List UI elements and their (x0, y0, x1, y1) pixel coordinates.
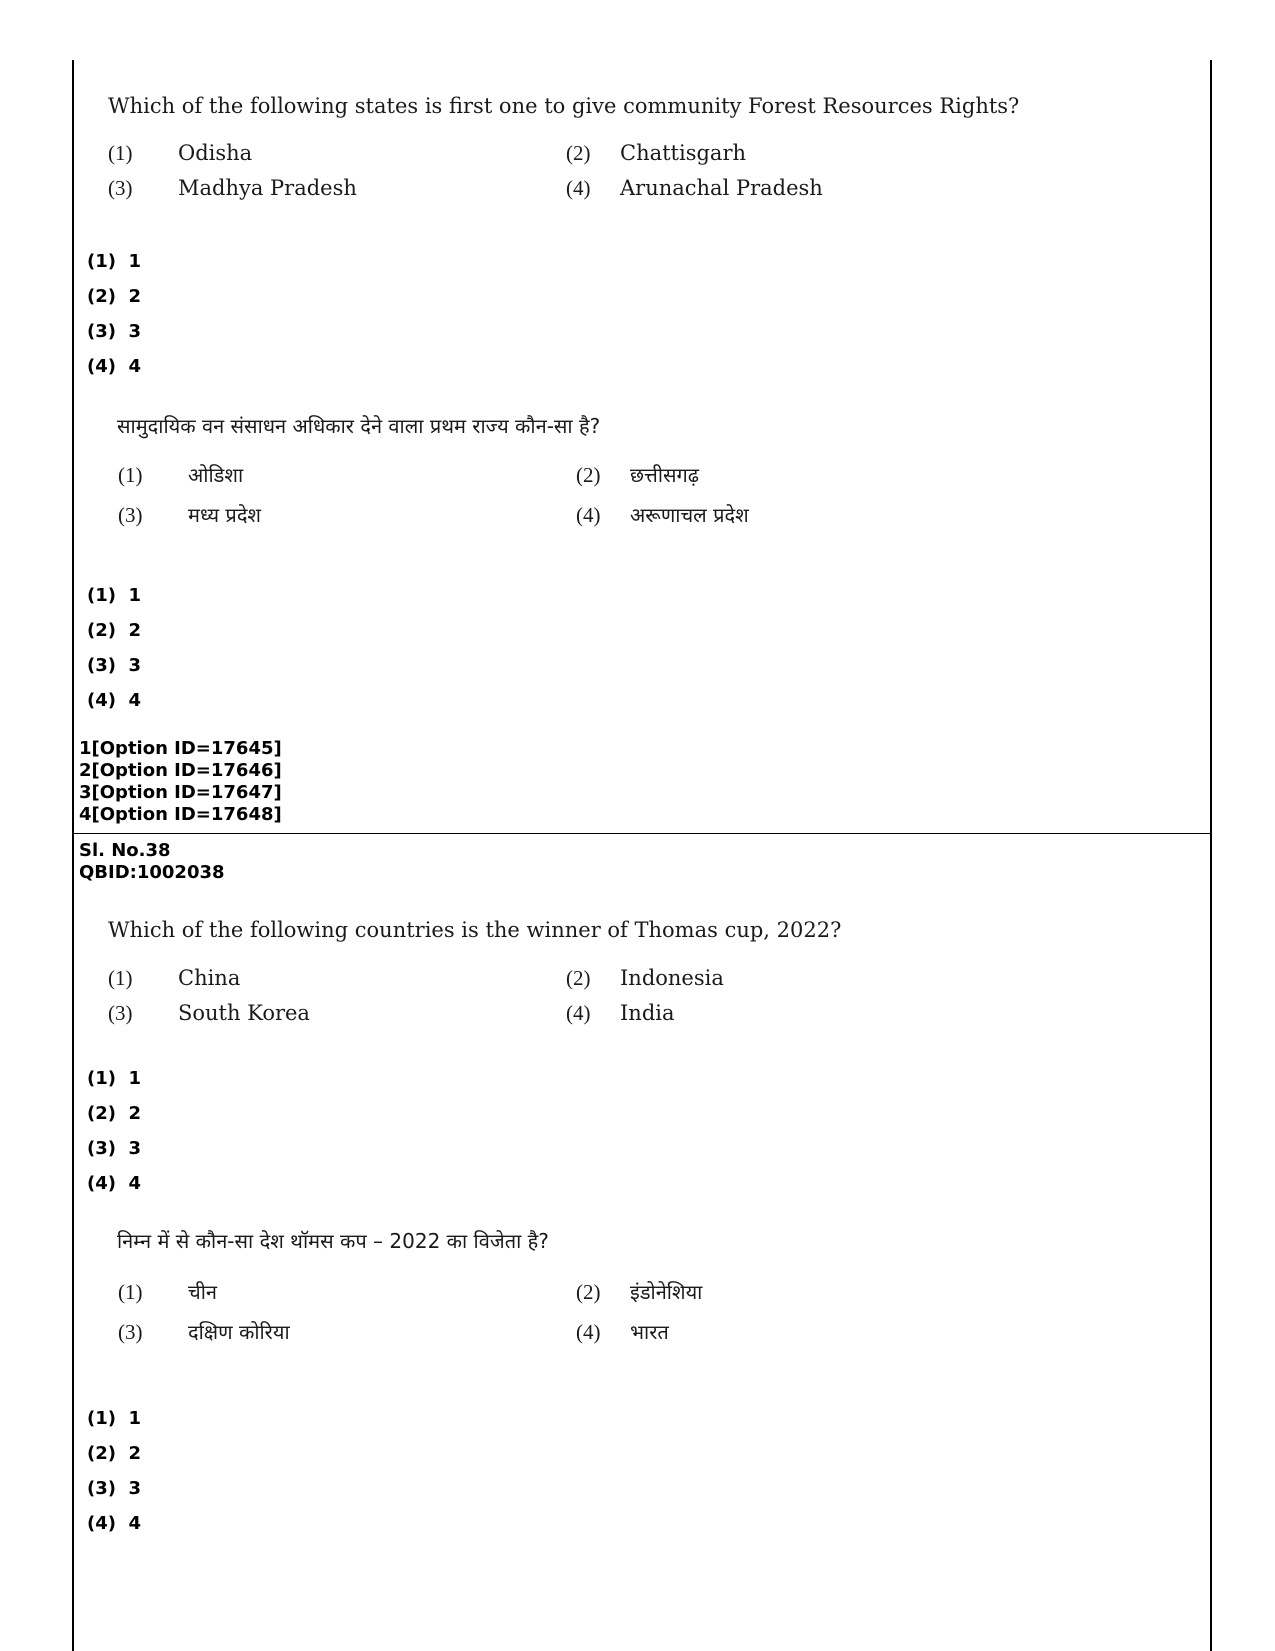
answer-choice[interactable]: (4) 4 (87, 690, 142, 711)
option-number: (1) (108, 141, 133, 165)
option-text: दक्षिण कोरिया (188, 1320, 290, 1344)
option-number: (4) (576, 503, 601, 527)
question-divider (73, 833, 1211, 834)
option-number: (4) (566, 1001, 591, 1025)
option-number: (1) (118, 1280, 143, 1304)
answer-choice[interactable]: (4) 4 (87, 356, 142, 377)
option-id: 1[Option ID=17645] (79, 738, 282, 759)
answer-choice[interactable]: (1) 1 (87, 1068, 142, 1089)
question-text-en: Which of the following countries is the winner of Thomas cup, 2022? (108, 918, 842, 942)
option-text: Madhya Pradesh (178, 176, 357, 200)
option-text: छत्तीसगढ़ (630, 463, 700, 487)
option-number: (2) (576, 463, 601, 487)
serial-number: Sl. No.38 (79, 840, 171, 861)
option-id: 3[Option ID=17647] (79, 782, 282, 803)
option-number: (4) (576, 1320, 601, 1344)
option-number: (3) (108, 176, 133, 200)
option-number: (2) (566, 966, 591, 990)
option-text: भारत (630, 1320, 669, 1344)
left-border (72, 60, 74, 1651)
option-number: (3) (118, 1320, 143, 1344)
option-number: (2) (576, 1280, 601, 1304)
question-text-hi: सामुदायिक वन संसाधन अधिकार देने वाला प्रथम राज्य कौन-सा है? (117, 414, 601, 438)
option-id: 2[Option ID=17646] (79, 760, 282, 781)
option-text: ओडिशा (188, 463, 244, 487)
option-number: (1) (108, 966, 133, 990)
option-number: (4) (566, 176, 591, 200)
option-text: China (178, 966, 241, 990)
answer-choice[interactable]: (1) 1 (87, 1408, 142, 1429)
answer-choice[interactable]: (3) 3 (87, 1138, 142, 1159)
answer-choice[interactable]: (3) 3 (87, 321, 142, 342)
question-text-hi: निम्न में से कौन-सा देश थॉमस कप – 2022 का विजेता है? (117, 1229, 549, 1253)
option-text: अरूणाचल प्रदेश (630, 503, 749, 527)
answer-choice[interactable]: (2) 2 (87, 1443, 142, 1464)
answer-choice[interactable]: (2) 2 (87, 286, 142, 307)
option-number: (1) (118, 463, 143, 487)
answer-choice[interactable]: (4) 4 (87, 1173, 142, 1194)
option-text: Arunachal Pradesh (620, 176, 823, 200)
answer-choice[interactable]: (4) 4 (87, 1513, 142, 1534)
option-text: Indonesia (620, 966, 724, 990)
option-number: (3) (108, 1001, 133, 1025)
answer-choice[interactable]: (2) 2 (87, 620, 142, 641)
option-text: चीन (188, 1280, 217, 1304)
question-text-en: Which of the following states is first one to give community Forest Resources Rights? (108, 94, 1020, 118)
option-text: Chattisgarh (620, 141, 747, 165)
option-number: (3) (118, 503, 143, 527)
answer-choice[interactable]: (1) 1 (87, 251, 142, 272)
option-text: Odisha (178, 141, 253, 165)
option-text: South Korea (178, 1001, 310, 1025)
option-id: 4[Option ID=17648] (79, 804, 282, 825)
answer-choice[interactable]: (1) 1 (87, 585, 142, 606)
option-number: (2) (566, 141, 591, 165)
option-text: इंडोनेशिया (630, 1280, 703, 1304)
question-bank-id: QBID:1002038 (79, 862, 225, 883)
answer-choice[interactable]: (2) 2 (87, 1103, 142, 1124)
option-text: मध्य प्रदेश (188, 503, 262, 527)
answer-choice[interactable]: (3) 3 (87, 655, 142, 676)
option-text: India (620, 1001, 675, 1025)
answer-choice[interactable]: (3) 3 (87, 1478, 142, 1499)
right-border (1210, 60, 1212, 1651)
